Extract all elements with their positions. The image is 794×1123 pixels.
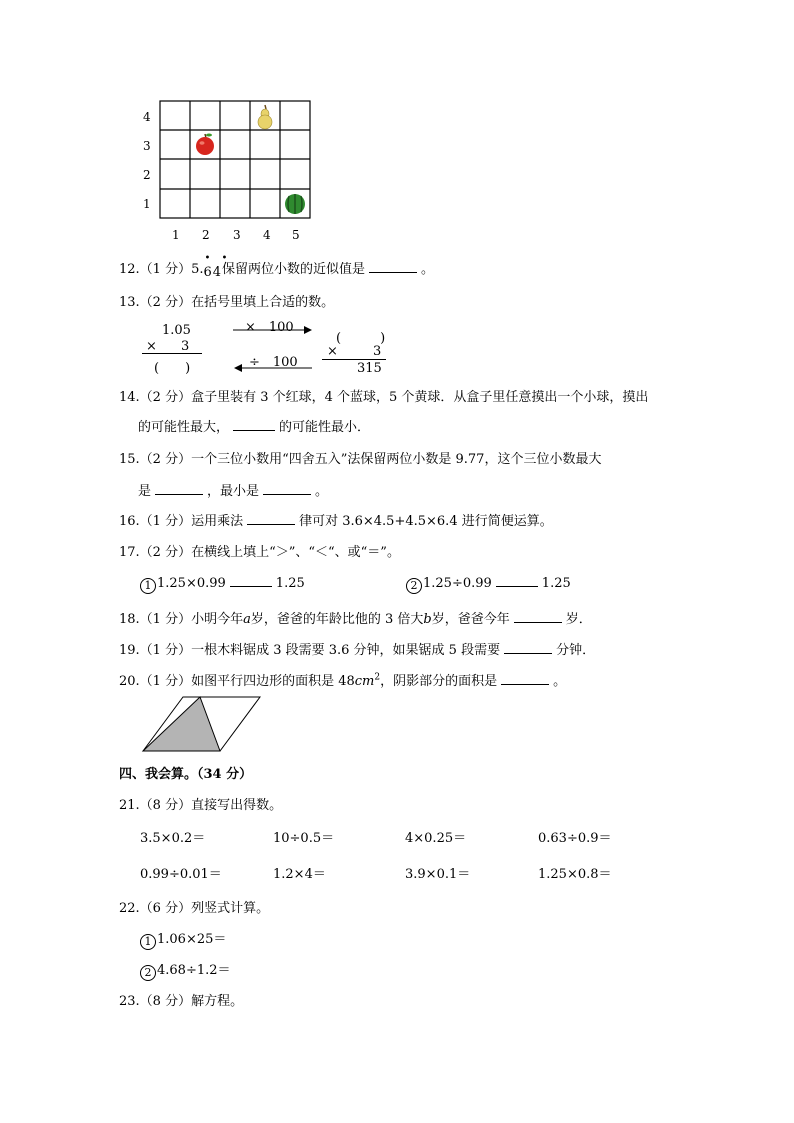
pear-icon (258, 105, 272, 129)
x-label-1: 1 (172, 228, 180, 242)
answer-blank[interactable] (233, 418, 275, 431)
question-15-line-1: 15.（2 分）一个三位小数用“四舍五入”法保留两位小数是 9.77，这个三位小数最大 (119, 452, 602, 467)
question-22: 22.（6 分）列竖式计算。 (119, 901, 270, 916)
left-result-blank[interactable]: ( ) (154, 361, 191, 376)
answer-blank[interactable] (501, 672, 549, 685)
right-top-blank[interactable]: ( ) (336, 331, 386, 346)
problem: 3.9×0.1＝ (405, 867, 471, 882)
problem: 0.63÷0.9＝ (538, 831, 612, 846)
parallelogram-figure (140, 694, 264, 754)
question-19: 19.（1 分）一根木料锯成 3 段需要 3.6 分钟，如果锯成 5 段需要 分钟． (119, 643, 596, 658)
problem: 4×0.25＝ (405, 831, 467, 846)
y-label-4: 4 (143, 110, 151, 124)
question-17-part-2: 2 1.25÷0.99 1.25 (406, 574, 571, 594)
answer-blank[interactable] (504, 641, 552, 654)
y-label-1: 1 (143, 197, 151, 211)
question-15-line-2: 是 ，最小是 。 (138, 484, 329, 499)
question-22-part-1: 1 1.06×25＝ (140, 928, 226, 950)
answer-blank[interactable] (247, 512, 295, 525)
question-23: 23.（8 分）解方程。 (119, 994, 244, 1009)
repeating-decimal-digits: • • 64 (203, 253, 232, 280)
x-label-5: 5 (292, 228, 300, 242)
question-16: 16.（1 分）运用乘法 律可对 3.6×4.5+4.5×6.4 进行简便运算。 (119, 514, 553, 529)
answer-blank-max[interactable] (155, 482, 203, 495)
answer-blank[interactable] (369, 260, 417, 273)
grid (159, 100, 311, 220)
left-arrow-icon (232, 361, 314, 375)
y-label-2: 2 (143, 168, 151, 182)
y-label-3: 3 (143, 139, 151, 153)
section-4-heading: 四、我会算。（34 分） (119, 767, 253, 782)
question-20: 20.（1 分）如图平行四边形的面积是 $48cm^2$，阴影部分的面积是 。 (119, 672, 567, 689)
answer-blank[interactable] (230, 574, 272, 587)
question-12: 12.（1 分）5. • • 64保留两位小数的近似值是 。 (119, 253, 435, 280)
problem: 1.25×0.8＝ (538, 867, 612, 882)
question-13: 13.（2 分）在括号里填上合适的数。 (119, 295, 335, 310)
question-17: 17.（2 分）在横线上填上“＞”、“＜“、或“＝”。 (119, 545, 400, 560)
answer-blank[interactable] (496, 574, 538, 587)
question-14-line-1: 14.（2 分）盒子里装有 3 个红球，4 个蓝球，5 个黄球．从盒子里任意摸出一个小球，摸出 (119, 390, 649, 405)
question-17-part-1: 1 1.25×0.99 1.25 (140, 574, 305, 594)
answer-blank-min[interactable] (263, 482, 311, 495)
problem: 10÷0.5＝ (273, 831, 335, 846)
x-label-2: 2 (202, 228, 210, 242)
watermelon-icon (285, 194, 305, 214)
problem: 1.2×4＝ (273, 867, 326, 882)
x-label-3: 3 (233, 228, 241, 242)
apple-icon (196, 134, 214, 156)
question-22-part-2: 2 4.68÷1.2＝ (140, 959, 231, 981)
answer-blank[interactable] (514, 610, 562, 623)
problem: 0.99÷0.01＝ (140, 867, 222, 882)
question-21: 21.（8 分）直接写出得数。 (119, 798, 283, 813)
x-label-4: 4 (263, 228, 271, 242)
question-18: 18.（1 分）小明今年a岁，爸爸的年龄比他的 3 倍大b岁，爸爸今年 岁． (119, 612, 592, 627)
problem: 3.5×0.2＝ (140, 831, 206, 846)
right-arrow-icon (232, 323, 314, 337)
question-14-line-2: 的可能性最大， 的可能性最小． (138, 420, 371, 435)
